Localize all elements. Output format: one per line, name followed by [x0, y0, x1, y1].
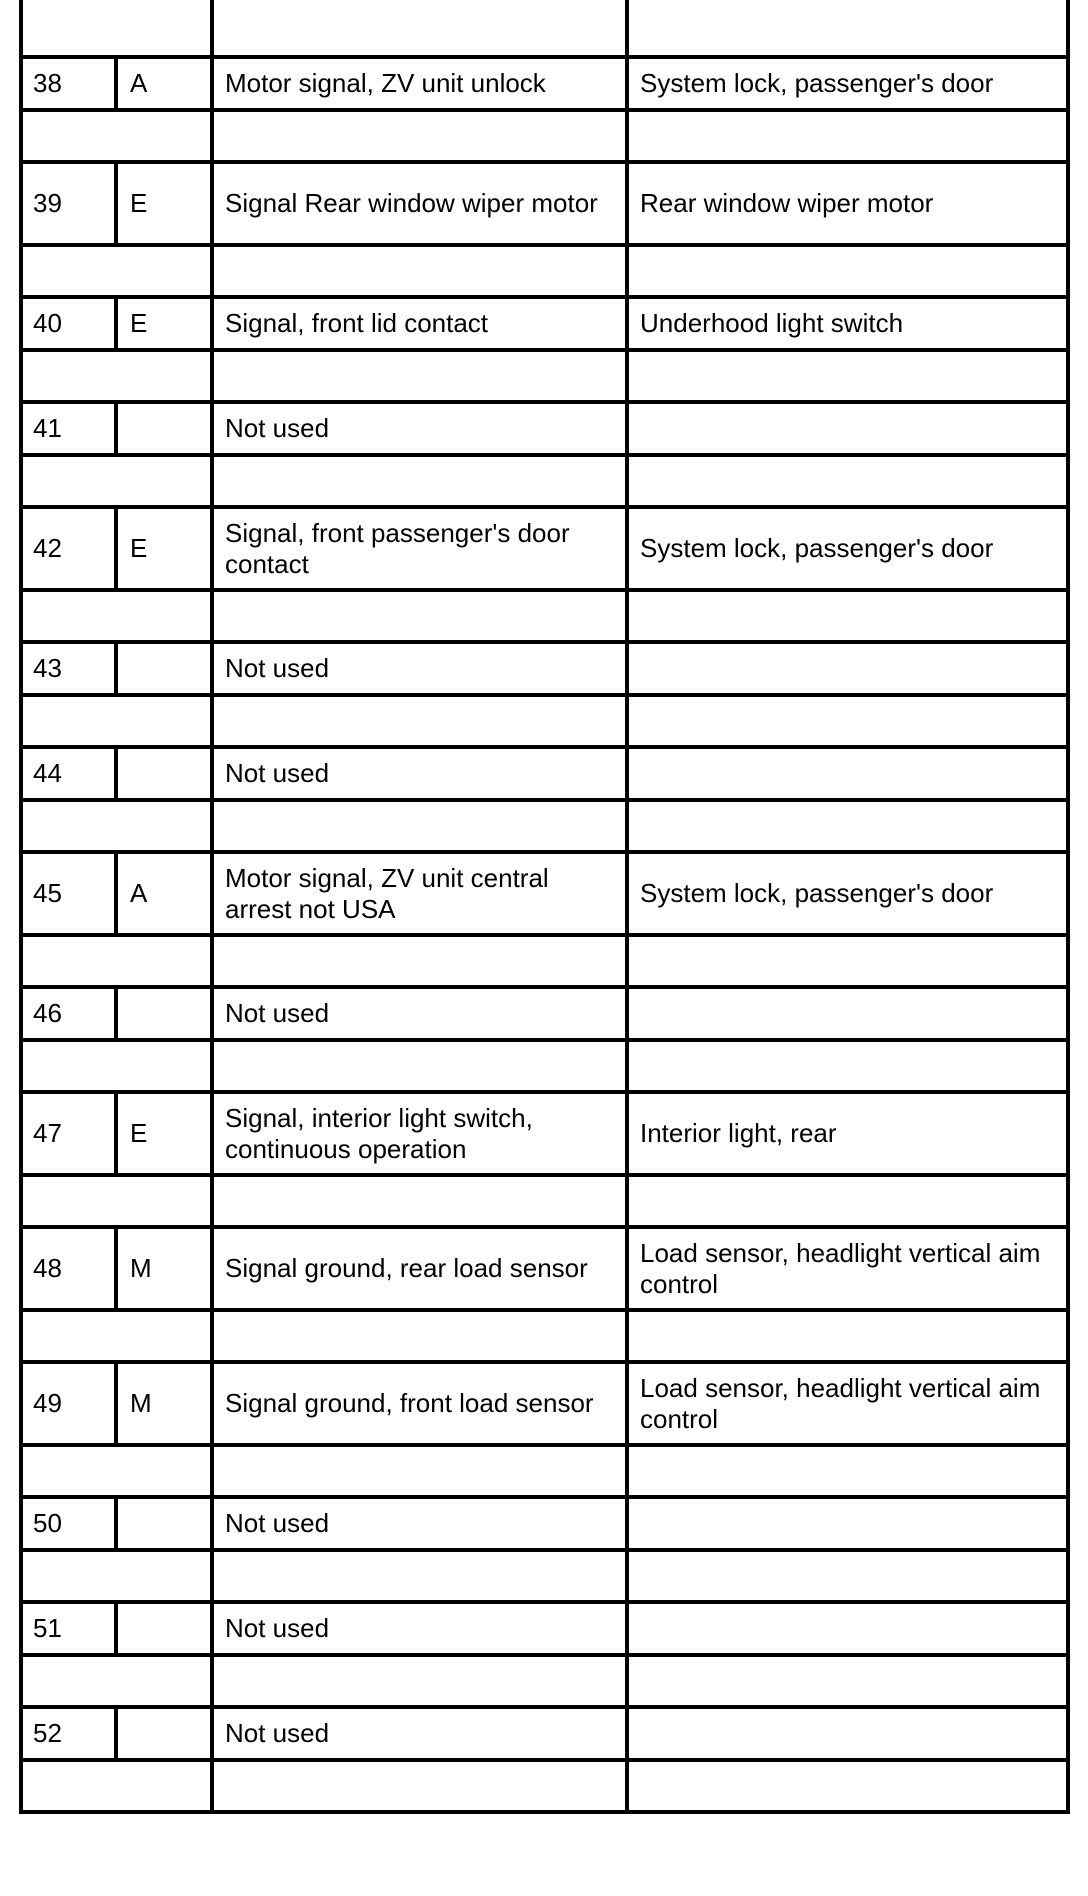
signal-type: E: [116, 162, 212, 245]
spacer-cell: [212, 1310, 627, 1362]
spacer-row: [21, 800, 1068, 852]
component: Load sensor, headlight vertical aim control: [627, 1362, 1068, 1445]
table-row: [21, 1362, 1068, 1445]
component: Load sensor, headlight vertical aim control: [627, 1227, 1068, 1310]
spacer-cell: [627, 1040, 1068, 1092]
component: Rear window wiper motor: [627, 162, 1068, 245]
signal-type: E: [116, 507, 212, 590]
signal-function: Motor signal, ZV unit unlock: [212, 57, 627, 110]
spacer-cell: [627, 245, 1068, 297]
pin-number: 42: [21, 507, 116, 590]
pin-number: 49: [21, 1362, 116, 1445]
spacer-cell: [627, 800, 1068, 852]
spacer-row: [21, 1445, 1068, 1497]
spacer-cell: [627, 350, 1068, 402]
spacer-row: [21, 1175, 1068, 1227]
spacer-cell: [21, 1310, 212, 1362]
signal-function: Not used: [212, 642, 627, 695]
spacer-cell: [21, 0, 212, 57]
table-row: [21, 162, 1068, 245]
pin-number: 51: [21, 1602, 116, 1655]
spacer-cell: [21, 1760, 212, 1812]
pin-number: 52: [21, 1707, 116, 1760]
component: [627, 402, 1068, 455]
signal-type: A: [116, 57, 212, 110]
component: [627, 642, 1068, 695]
spacer-cell: [627, 1175, 1068, 1227]
signal-type: A: [116, 852, 212, 935]
spacer-row: [21, 590, 1068, 642]
table-row: [21, 987, 1068, 1040]
spacer-cell: [212, 1040, 627, 1092]
pin-number: 44: [21, 747, 116, 800]
spacer-cell: [21, 110, 212, 162]
component: [627, 1602, 1068, 1655]
spacer-cell: [212, 0, 627, 57]
spacer-row: [21, 245, 1068, 297]
pin-number: 43: [21, 642, 116, 695]
spacer-cell: [21, 590, 212, 642]
spacer-cell: [212, 245, 627, 297]
spacer-cell: [21, 1445, 212, 1497]
signal-type: [116, 747, 212, 800]
spacer-cell: [627, 1550, 1068, 1602]
signal-function: Signal ground, front load sensor: [212, 1362, 627, 1445]
table-row: [21, 1092, 1068, 1175]
signal-type: M: [116, 1227, 212, 1310]
signal-type: [116, 1707, 212, 1760]
table-row: [21, 1602, 1068, 1655]
spacer-cell: [21, 1655, 212, 1707]
spacer-cell: [21, 695, 212, 747]
signal-type: E: [116, 297, 212, 350]
signal-type: E: [116, 1092, 212, 1175]
signal-type: [116, 642, 212, 695]
spacer-cell: [21, 245, 212, 297]
spacer-row: [21, 1655, 1068, 1707]
spacer-cell: [21, 1175, 212, 1227]
spacer-cell: [21, 350, 212, 402]
spacer-cell: [21, 1550, 212, 1602]
pin-number: 39: [21, 162, 116, 245]
signal-function: Not used: [212, 747, 627, 800]
spacer-row: [21, 935, 1068, 987]
spacer-cell: [627, 0, 1068, 57]
pin-number: 41: [21, 402, 116, 455]
component: System lock, passenger's door: [627, 57, 1068, 110]
spacer-cell: [627, 1445, 1068, 1497]
spacer-cell: [212, 455, 627, 507]
spacer-cell: [627, 695, 1068, 747]
spacer-cell: [627, 935, 1068, 987]
table-row: [21, 1707, 1068, 1760]
pin-number: 40: [21, 297, 116, 350]
pin-assignment-table: [19, 0, 1070, 1814]
signal-type: [116, 987, 212, 1040]
signal-function: Signal, front passenger's door contact: [212, 507, 627, 590]
spacer-cell: [21, 455, 212, 507]
signal-function: Signal, interior light switch, continuous operation: [212, 1092, 627, 1175]
component: System lock, passenger's door: [627, 507, 1068, 590]
spacer-cell: [627, 1310, 1068, 1362]
signal-function: Signal Rear window wiper motor: [212, 162, 627, 245]
pin-number: 38: [21, 57, 116, 110]
spacer-row: [21, 350, 1068, 402]
component: Interior light, rear: [627, 1092, 1068, 1175]
spacer-cell: [627, 1760, 1068, 1812]
spacer-cell: [212, 1445, 627, 1497]
signal-type: [116, 1602, 212, 1655]
signal-function: Signal, front lid contact: [212, 297, 627, 350]
spacer-row: [21, 455, 1068, 507]
spacer-row: [21, 1310, 1068, 1362]
spacer-row: [21, 1040, 1068, 1092]
spacer-row: [21, 110, 1068, 162]
spacer-row: [21, 695, 1068, 747]
signal-function: Not used: [212, 987, 627, 1040]
signal-function: Not used: [212, 402, 627, 455]
pin-number: 46: [21, 987, 116, 1040]
signal-function: Not used: [212, 1602, 627, 1655]
pin-number: 50: [21, 1497, 116, 1550]
signal-type: M: [116, 1362, 212, 1445]
signal-type: [116, 402, 212, 455]
table-row: [21, 507, 1068, 590]
component: [627, 987, 1068, 1040]
table-row: [21, 642, 1068, 695]
component: [627, 1707, 1068, 1760]
spacer-cell: [212, 800, 627, 852]
pin-number: 45: [21, 852, 116, 935]
table-row: [21, 1497, 1068, 1550]
signal-type: [116, 1497, 212, 1550]
spacer-cell: [21, 1040, 212, 1092]
spacer-row: [21, 0, 1068, 57]
table-row: [21, 747, 1068, 800]
spacer-cell: [21, 800, 212, 852]
spacer-row: [21, 1550, 1068, 1602]
pin-number: 47: [21, 1092, 116, 1175]
spacer-cell: [212, 590, 627, 642]
spacer-cell: [627, 1655, 1068, 1707]
spacer-row: [21, 1760, 1068, 1812]
spacer-cell: [627, 455, 1068, 507]
signal-function: Signal ground, rear load sensor: [212, 1227, 627, 1310]
spacer-cell: [212, 1175, 627, 1227]
pin-number: 48: [21, 1227, 116, 1310]
table-row: [21, 402, 1068, 455]
component: [627, 1497, 1068, 1550]
table-row: [21, 297, 1068, 350]
signal-function: Not used: [212, 1497, 627, 1550]
spacer-cell: [212, 110, 627, 162]
component: System lock, passenger's door: [627, 852, 1068, 935]
component: Underhood light switch: [627, 297, 1068, 350]
spacer-cell: [21, 935, 212, 987]
spacer-cell: [212, 1760, 627, 1812]
spacer-cell: [212, 1655, 627, 1707]
signal-function: Motor signal, ZV unit central arrest not USA: [212, 852, 627, 935]
spacer-cell: [212, 695, 627, 747]
spacer-cell: [627, 110, 1068, 162]
table-row: [21, 852, 1068, 935]
spacer-cell: [212, 350, 627, 402]
spacer-cell: [212, 1550, 627, 1602]
table-row: [21, 57, 1068, 110]
table-row: [21, 1227, 1068, 1310]
signal-function: Not used: [212, 1707, 627, 1760]
spacer-cell: [627, 590, 1068, 642]
spacer-cell: [212, 935, 627, 987]
component: [627, 747, 1068, 800]
